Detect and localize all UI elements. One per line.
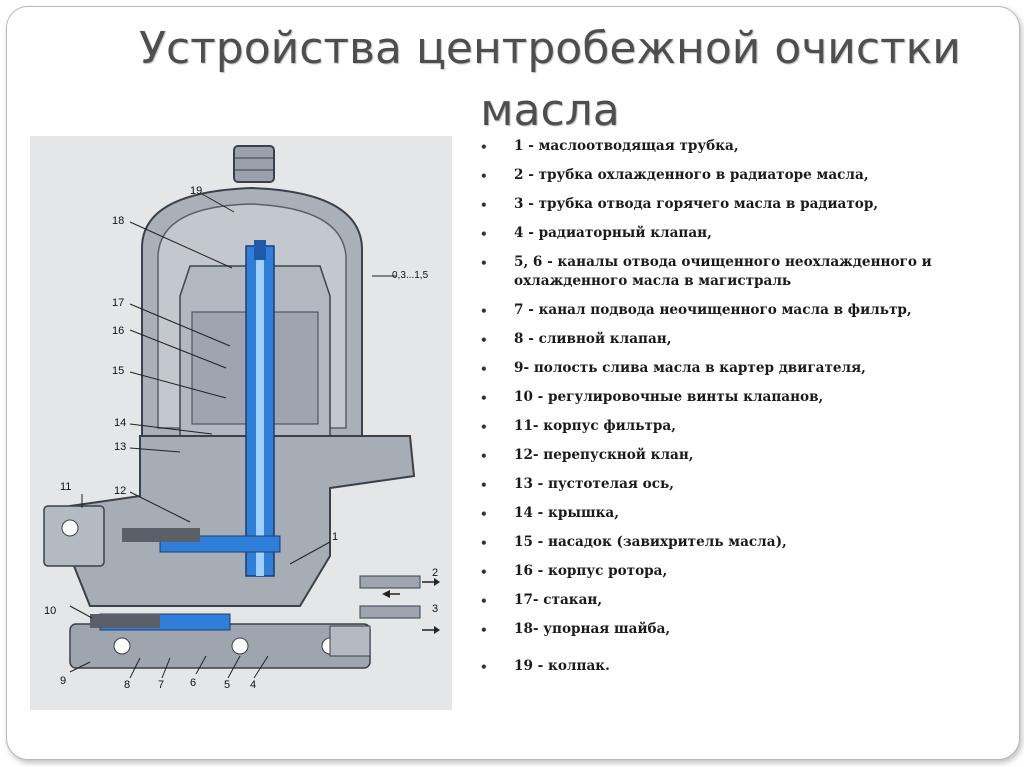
callout-1: 1: [332, 531, 339, 543]
callout-19: 19: [190, 185, 203, 197]
bullet-icon: •: [480, 304, 488, 318]
bullet-icon: •: [480, 623, 488, 637]
callout-17: 17: [112, 297, 125, 309]
callout-16: 16: [112, 325, 125, 337]
legend-item: • 18- упорная шайба,: [476, 620, 996, 639]
callout-15: 15: [112, 365, 125, 377]
bullet-icon: •: [480, 391, 488, 405]
legend-item: • 10 - регулировочные винты клапанов,: [476, 388, 996, 407]
slide-title: Устройства центробежной очистки масла: [139, 23, 961, 136]
bullet-icon: •: [480, 449, 488, 463]
legend-list: [476, 137, 996, 676]
legend-item: • 5, 6 - каналы отвода очищенного неохлажденного и охлажденного масла в магистраль: [480, 254, 932, 289]
bullet-icon: •: [480, 420, 488, 434]
callout-10: 10: [44, 605, 57, 617]
legend-item: • 13 - пустотелая ось,: [476, 475, 996, 494]
legend-item: • 16 - корпус ротора,: [476, 562, 996, 581]
legend-item: • 11- корпус фильтра,: [476, 417, 996, 436]
callout-14: 14: [114, 417, 127, 429]
legend-item: • 12- перепускной клан,: [476, 446, 996, 465]
bullet-icon: •: [480, 478, 488, 492]
callout-4: 4: [250, 679, 257, 691]
legend-item: • 15 - насадок (завихритель масла),: [476, 533, 996, 552]
legend-item: • 1 - маслоотводящая трубка,: [476, 137, 996, 156]
bullet-icon: •: [480, 256, 488, 270]
bullet-icon: •: [480, 198, 488, 212]
bullet-icon: •: [480, 565, 488, 579]
legend-item: • 4 - радиаторный клапан,: [476, 224, 996, 243]
legend-item: • 19 - колпак.: [476, 657, 996, 676]
callout-5: 5: [224, 679, 231, 691]
legend-item: • 17- стакан,: [476, 591, 996, 610]
clearance-label: 0,3...1,5: [392, 270, 429, 281]
oil-filter-cross-section-figure: [30, 136, 452, 710]
bullet-icon: •: [480, 333, 488, 347]
callout-8: 8: [124, 679, 131, 691]
bullet-icon: •: [480, 536, 488, 550]
legend-item: • 14 - крышка,: [476, 504, 996, 523]
legend-item: • 9- полость слива масла в картер двигателя,: [476, 359, 996, 378]
bullet-icon: •: [480, 227, 488, 241]
legend-item: • 3 - трубка отвода горячего масла в радиатор,: [476, 195, 996, 214]
bullet-icon: •: [480, 507, 488, 521]
callout-9: 9: [60, 675, 67, 687]
callout-12: 12: [114, 485, 127, 497]
callout-2: 2: [432, 567, 439, 579]
filter-diagram: [30, 136, 452, 710]
callout-13: 13: [114, 441, 127, 453]
bullet-icon: •: [480, 594, 488, 608]
legend-item: • 8 - сливной клапан,: [476, 330, 996, 349]
bullet-icon: •: [480, 362, 488, 376]
callout-7: 7: [158, 679, 165, 691]
callout-18: 18: [112, 215, 125, 227]
bullet-icon: •: [480, 169, 488, 183]
callout-6: 6: [190, 677, 197, 689]
bullet-icon: •: [480, 660, 488, 674]
callout-11: 11: [60, 481, 72, 493]
legend-item: • 2 - трубка охлажденного в радиаторе масла,: [476, 166, 996, 185]
legend-item: • 7 - канал подвода неочищенного масла в фильтр,: [476, 301, 996, 320]
callout-3: 3: [432, 603, 439, 615]
bullet-icon: •: [480, 140, 488, 154]
